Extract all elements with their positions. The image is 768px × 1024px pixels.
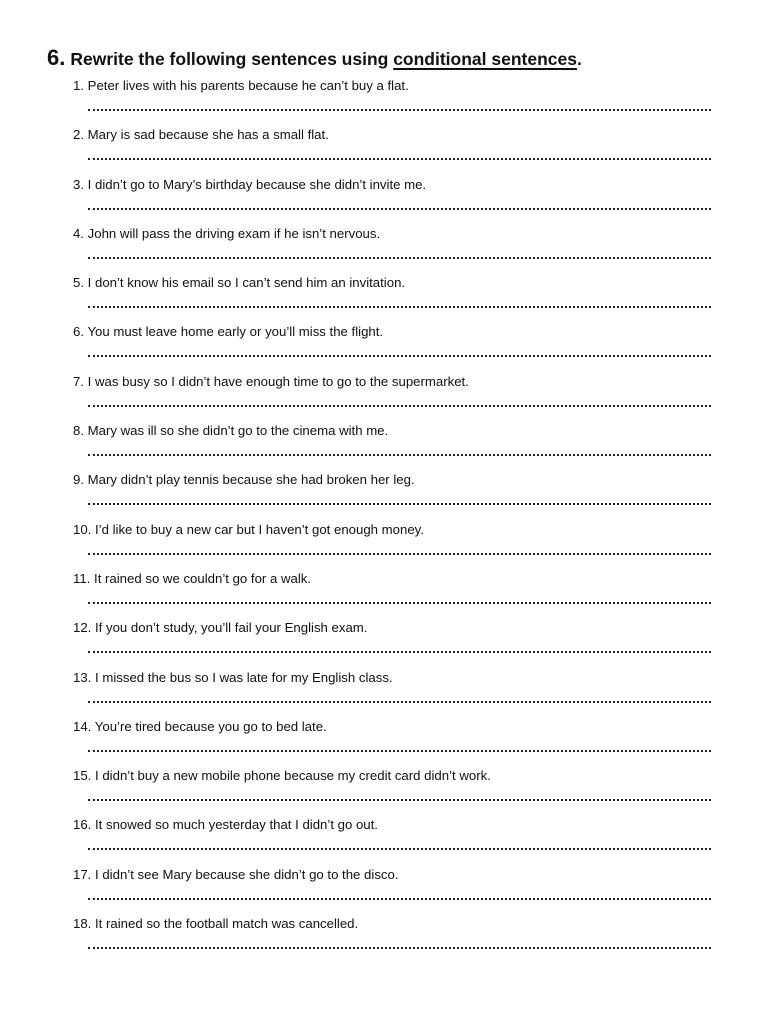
answer-line[interactable] <box>88 848 711 850</box>
sentence-number: 7. <box>73 373 84 389</box>
sentence-text: It snowed so much yesterday that I didn’t go out. <box>95 817 378 833</box>
sentence-number: 10. <box>73 521 92 537</box>
exercise-sentence <box>73 520 424 540</box>
list-item <box>73 273 713 322</box>
exercise-sentence <box>73 273 405 293</box>
list-item <box>73 125 713 174</box>
list-item <box>73 717 713 766</box>
sentence-number: 13. <box>73 669 92 685</box>
sentence-number: 9. <box>73 472 84 488</box>
sentence-number: 5. <box>73 275 84 291</box>
exercise-sentence <box>73 668 393 688</box>
sentence-number: 12. <box>73 620 92 636</box>
list-item <box>73 322 713 371</box>
sentence-number: 6. <box>73 324 84 340</box>
answer-line[interactable] <box>88 750 711 752</box>
sentence-text: You’re tired because you go to bed late. <box>94 718 327 734</box>
list-item <box>73 372 713 421</box>
sentence-number: 15. <box>73 768 92 784</box>
answer-line[interactable] <box>88 602 711 604</box>
answer-line[interactable] <box>88 651 711 653</box>
sentence-text: You must leave home early or you’ll miss the flight. <box>87 324 384 340</box>
answer-line[interactable] <box>88 947 711 949</box>
sentence-number: 16. <box>73 817 92 833</box>
answer-line[interactable] <box>88 503 711 505</box>
sentence-text: I didn’t see Mary because she didn’t go to the disco. <box>95 866 399 882</box>
exercise-sentence <box>73 421 388 441</box>
sentence-number: 11. <box>73 570 91 586</box>
instruction-emphasis: conditional sentences <box>393 49 577 69</box>
list-item <box>73 520 713 569</box>
sentence-number: 17. <box>73 866 92 882</box>
sentence-text: Mary didn’t play tennis because she had broken her leg. <box>87 472 415 488</box>
sentence-text: Mary is sad because she has a small flat. <box>87 127 329 143</box>
sentence-text: If you don’t study, you’ll fail your English exam. <box>95 620 368 636</box>
list-item <box>73 175 713 224</box>
sentence-text: It rained so we couldn’t go for a walk. <box>94 570 312 586</box>
exercise-sentence <box>73 766 491 786</box>
sentence-text: I don’t know his email so I can’t send him an invitation. <box>87 275 406 291</box>
answer-line[interactable] <box>88 306 711 308</box>
answer-line[interactable] <box>88 553 711 555</box>
answer-line[interactable] <box>88 799 711 801</box>
sentence-number: 4. <box>73 225 84 241</box>
sentence-text: I didn’t buy a new mobile phone because my credit card didn’t work. <box>95 768 491 784</box>
list-item <box>73 865 713 914</box>
exercise-sentence <box>73 372 469 392</box>
exercise-number: 6. <box>47 45 66 70</box>
sentence-text: Mary was ill so she didn’t go to the cinema with me. <box>87 423 389 439</box>
list-item <box>73 421 713 470</box>
list-item <box>73 668 713 717</box>
sentence-text: John will pass the driving exam if he isn’t nervous. <box>87 225 381 241</box>
exercise-sentence <box>73 865 399 885</box>
sentence-number: 14. <box>73 718 92 734</box>
exercise-sentence <box>73 224 380 244</box>
sentence-number: 3. <box>73 176 84 192</box>
sentence-list <box>73 76 713 963</box>
sentence-text: I was busy so I didn’t have enough time to go to the supermarket. <box>87 373 469 389</box>
instruction-text: Rewrite the following sentences using <box>70 49 394 69</box>
answer-line[interactable] <box>88 158 711 160</box>
exercise-sentence <box>73 569 311 589</box>
list-item <box>73 569 713 618</box>
list-item <box>73 76 713 125</box>
sentence-number: 8. <box>73 423 84 439</box>
sentence-number: 2. <box>73 127 84 143</box>
list-item <box>73 766 713 815</box>
answer-line[interactable] <box>88 405 711 407</box>
sentence-text: Peter lives with his parents because he can’t buy a flat. <box>87 78 409 93</box>
exercise-sentence <box>73 322 383 342</box>
list-item <box>73 914 713 963</box>
answer-line[interactable] <box>88 257 711 259</box>
answer-line[interactable] <box>88 208 711 210</box>
list-item <box>73 815 713 864</box>
sentence-number: 1. <box>73 78 84 93</box>
answer-line[interactable] <box>88 109 711 111</box>
sentence-text: I’d like to buy a new car but I haven’t got enough money. <box>95 521 424 537</box>
sentence-text: I missed the bus so I was late for my English class. <box>95 669 393 685</box>
answer-line[interactable] <box>88 454 711 456</box>
exercise-heading <box>47 44 582 73</box>
answer-line[interactable] <box>88 355 711 357</box>
exercise-sentence <box>73 175 426 195</box>
sentence-text: It rained so the football match was cancelled. <box>95 916 359 932</box>
exercise-sentence <box>73 470 415 490</box>
exercise-sentence <box>73 815 378 835</box>
list-item <box>73 224 713 273</box>
list-item <box>73 618 713 667</box>
sentence-text: I didn’t go to Mary’s birthday because she didn’t invite me. <box>87 176 427 192</box>
exercise-sentence <box>73 618 367 638</box>
exercise-sentence <box>73 717 327 737</box>
exercise-sentence <box>73 76 409 96</box>
instruction-end: . <box>576 49 582 69</box>
answer-line[interactable] <box>88 701 711 703</box>
list-item <box>73 470 713 519</box>
exercise-sentence <box>73 125 329 145</box>
exercise-sentence <box>73 914 358 934</box>
sentence-number: 18. <box>73 916 92 932</box>
answer-line[interactable] <box>88 898 711 900</box>
